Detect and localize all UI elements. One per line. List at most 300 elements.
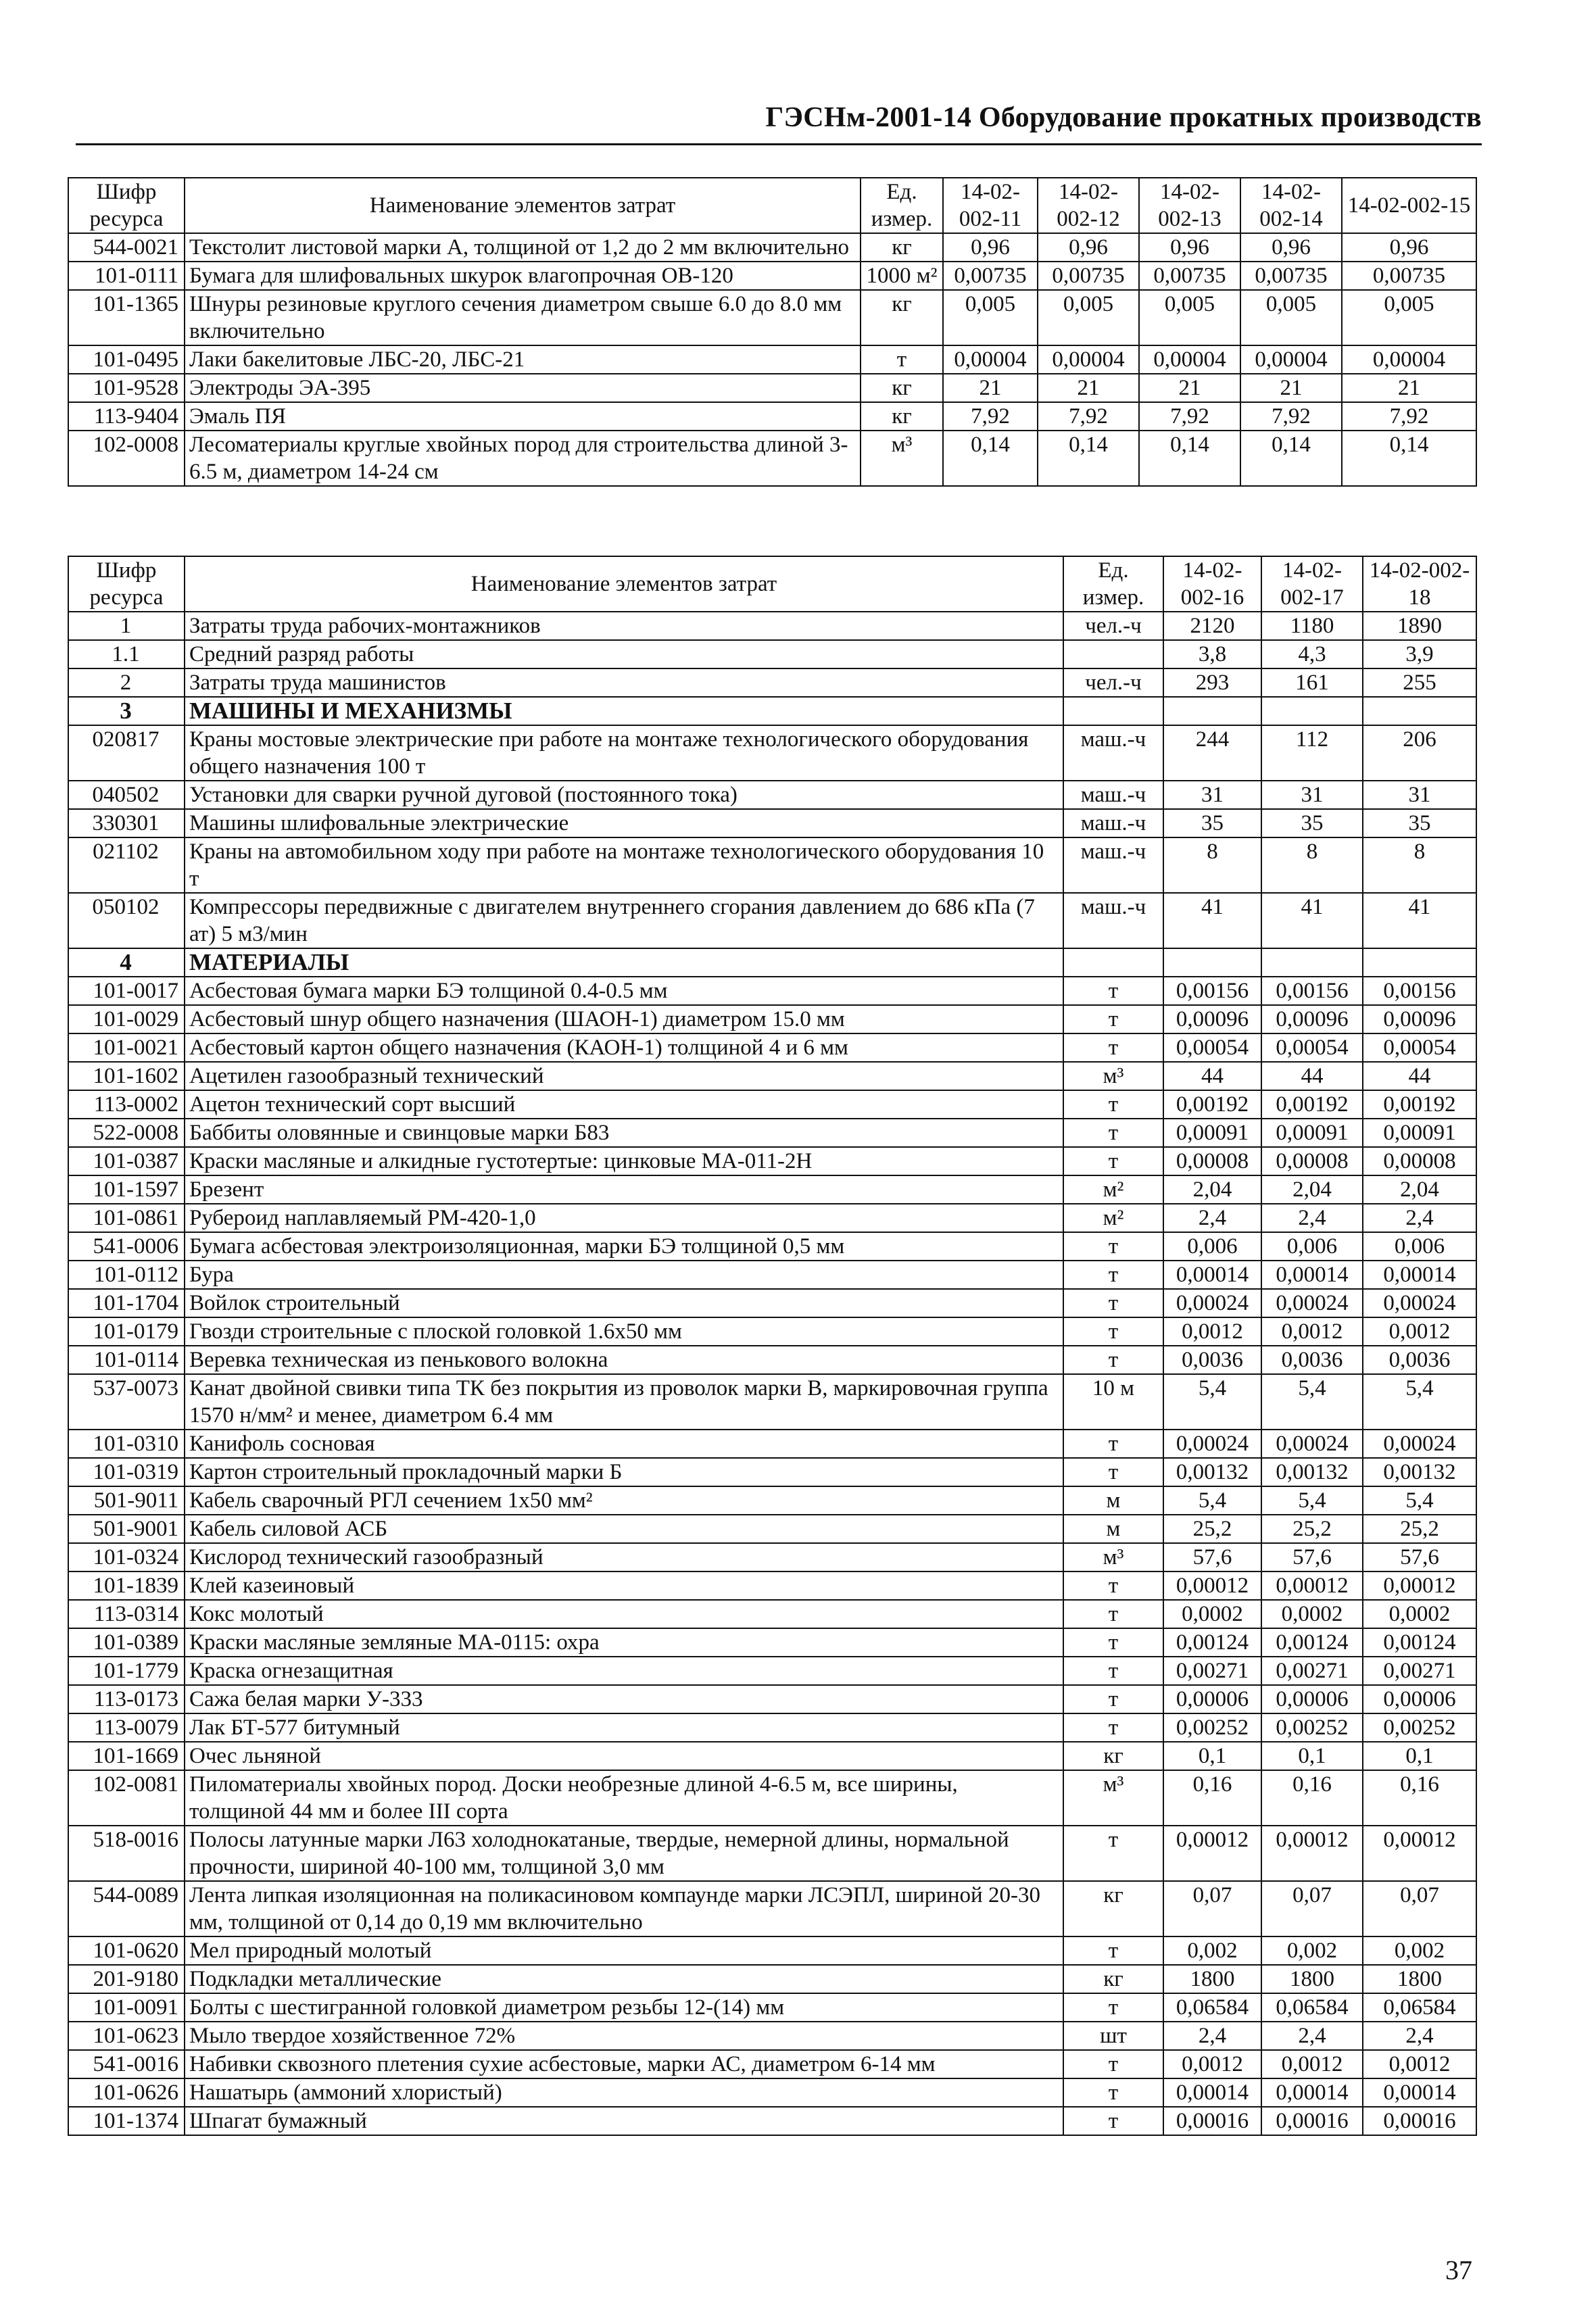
- norm-value: 41: [1261, 893, 1363, 948]
- norm-value: 35: [1163, 809, 1261, 837]
- norm-value: 0,00091: [1363, 1119, 1476, 1147]
- resource-name: Клей казеиновый: [185, 1571, 1063, 1600]
- resource-unit: кг: [1063, 1881, 1163, 1936]
- norm-value: 1800: [1163, 1965, 1261, 1993]
- resource-unit: т: [1063, 1936, 1163, 1965]
- norm-value: 0,00024: [1163, 1430, 1261, 1458]
- table-row: [68, 1232, 1476, 1261]
- resource-table-2: [68, 556, 1477, 2136]
- norm-value: 0,00016: [1261, 2107, 1363, 2135]
- norm-value: 1800: [1261, 1965, 1363, 1993]
- table-row: [68, 2022, 1476, 2050]
- norm-value: 0,00004: [1038, 345, 1139, 374]
- resource-name: Лак БТ-577 битумный: [185, 1713, 1063, 1742]
- norm-value: 0,00252: [1163, 1713, 1261, 1742]
- norm-value: 0,00012: [1163, 1571, 1261, 1600]
- norm-value: 293: [1163, 668, 1261, 697]
- resource-name: Кокс молотый: [185, 1600, 1063, 1628]
- resource-unit: т: [1063, 977, 1163, 1005]
- empty-cell: [1063, 697, 1163, 725]
- norm-value: 0,0036: [1363, 1346, 1476, 1374]
- table-row: [68, 233, 1476, 262]
- header-col: 14-02-002-16: [1163, 556, 1261, 612]
- norm-value: 41: [1363, 893, 1476, 948]
- table-row: [68, 781, 1476, 809]
- norm-value: 8: [1163, 837, 1261, 893]
- table-row: [68, 345, 1476, 374]
- norm-value: 0,0012: [1363, 2050, 1476, 2078]
- resource-code: 101-1365: [68, 290, 185, 345]
- table-row: [68, 612, 1476, 640]
- norm-value: 0,1: [1261, 1742, 1363, 1770]
- resource-unit: кг: [861, 290, 943, 345]
- norm-value: 0,00192: [1261, 1090, 1363, 1119]
- norm-value: 0,006: [1163, 1232, 1261, 1261]
- resource-name: Электроды ЭА-395: [185, 374, 861, 402]
- table-row: [68, 1685, 1476, 1713]
- norm-value: 0,00091: [1261, 1119, 1363, 1147]
- resource-code: 050102: [68, 893, 185, 948]
- resource-unit: т: [1063, 1289, 1163, 1317]
- norm-value: 21: [1342, 374, 1476, 402]
- resource-code: 101-0389: [68, 1628, 185, 1657]
- norm-value: 8: [1363, 837, 1476, 893]
- norm-value: 0,00124: [1261, 1628, 1363, 1657]
- resource-unit: т: [1063, 1458, 1163, 1486]
- norm-value: 0,0012: [1163, 2050, 1261, 2078]
- norm-value: 25,2: [1363, 1515, 1476, 1543]
- norm-value: 0,00004: [1240, 345, 1342, 374]
- resource-code: 101-0861: [68, 1204, 185, 1232]
- norm-value: 31: [1261, 781, 1363, 809]
- empty-cell: [1163, 697, 1261, 725]
- norm-value: 0,006: [1363, 1232, 1476, 1261]
- norm-value: 2,04: [1163, 1175, 1261, 1204]
- resource-name: Сажа белая марки У-333: [185, 1685, 1063, 1713]
- norm-value: 0,0012: [1261, 1317, 1363, 1346]
- document-title: ГЭСНм-2001-14 Оборудование прокатных производств: [765, 102, 1482, 133]
- section-code: 3: [68, 697, 185, 725]
- norm-value: 0,00735: [1240, 262, 1342, 290]
- table-row: [68, 1515, 1476, 1543]
- section-title: МАТЕРИАЛЫ: [185, 948, 1063, 977]
- resource-unit: т: [1063, 1826, 1163, 1881]
- table-row: [68, 977, 1476, 1005]
- resource-unit: 10 м: [1063, 1374, 1163, 1430]
- norm-value: 4,3: [1261, 640, 1363, 668]
- resource-unit: [1063, 640, 1163, 668]
- resource-unit: кг: [861, 402, 943, 431]
- norm-value: 0,16: [1363, 1770, 1476, 1826]
- table-row: [68, 1090, 1476, 1119]
- header-unit: Ед. измер.: [861, 178, 943, 233]
- resource-code: 101-0324: [68, 1543, 185, 1571]
- norm-value: 0,002: [1261, 1936, 1363, 1965]
- resource-name: Компрессоры передвижные с двигателем внутреннего сгорания давлением до 686 кПа (7 ат) 5 м3/мин: [185, 893, 1063, 948]
- table-row: [68, 1289, 1476, 1317]
- norm-value: 7,92: [943, 402, 1038, 431]
- norm-value: 3,9: [1363, 640, 1476, 668]
- table-row: [68, 1770, 1476, 1826]
- resource-code: 101-0387: [68, 1147, 185, 1175]
- norm-value: 0,00271: [1163, 1657, 1261, 1685]
- norm-value: 0,00096: [1363, 1005, 1476, 1033]
- norm-value: 0,0036: [1261, 1346, 1363, 1374]
- norm-value: 7,92: [1139, 402, 1240, 431]
- norm-value: 25,2: [1261, 1515, 1363, 1543]
- resource-code: 101-0112: [68, 1261, 185, 1289]
- resource-code: 101-1839: [68, 1571, 185, 1600]
- norm-value: 206: [1363, 725, 1476, 781]
- resource-name: Мел природный молотый: [185, 1936, 1063, 1965]
- table-row: [68, 290, 1476, 345]
- resource-code: 201-9180: [68, 1965, 185, 1993]
- norm-value: 5,4: [1163, 1374, 1261, 1430]
- resource-unit: кг: [861, 233, 943, 262]
- resource-unit: м: [1063, 1486, 1163, 1515]
- norm-value: 0,005: [1139, 290, 1240, 345]
- table-row: [68, 374, 1476, 402]
- norm-value: 0,16: [1163, 1770, 1261, 1826]
- resource-code: 113-0314: [68, 1600, 185, 1628]
- resource-unit: м²: [1063, 1175, 1163, 1204]
- norm-value: 0,1: [1363, 1742, 1476, 1770]
- table-row: [68, 1742, 1476, 1770]
- norm-value: 0,00132: [1363, 1458, 1476, 1486]
- table-row: [68, 1826, 1476, 1881]
- norm-value: 57,6: [1363, 1543, 1476, 1571]
- resource-name: Краски масляные земляные МА-0115: охра: [185, 1628, 1063, 1657]
- resource-code: 101-1374: [68, 2107, 185, 2135]
- resource-code: 101-0319: [68, 1458, 185, 1486]
- norm-value: 0,00124: [1163, 1628, 1261, 1657]
- table-row: [68, 725, 1476, 781]
- resource-code: 020817: [68, 725, 185, 781]
- resource-unit: т: [1063, 1713, 1163, 1742]
- resource-unit: т: [1063, 1993, 1163, 2022]
- empty-cell: [1363, 948, 1476, 977]
- table-row: [68, 1374, 1476, 1430]
- resource-code: 541-0006: [68, 1232, 185, 1261]
- norm-value: 112: [1261, 725, 1363, 781]
- norm-value: 0,00096: [1163, 1005, 1261, 1033]
- norm-value: 2,4: [1163, 2022, 1261, 2050]
- resource-name: Асбестовый шнур общего назначения (ШАОН-1) диаметром 15.0 мм: [185, 1005, 1063, 1033]
- resource-code: 1.1: [68, 640, 185, 668]
- section-code: 4: [68, 948, 185, 977]
- resource-unit: т: [1063, 1232, 1163, 1261]
- norm-value: 35: [1363, 809, 1476, 837]
- norm-value: 57,6: [1261, 1543, 1363, 1571]
- norm-value: 0,00004: [943, 345, 1038, 374]
- norm-value: 35: [1261, 809, 1363, 837]
- norm-value: 0,00024: [1363, 1430, 1476, 1458]
- table-1-header-row: [68, 178, 1476, 233]
- norm-value: 0,0012: [1163, 1317, 1261, 1346]
- resource-code: 537-0073: [68, 1374, 185, 1430]
- norm-value: 0,00008: [1163, 1147, 1261, 1175]
- table-row: [68, 1119, 1476, 1147]
- resource-name: Средний разряд работы: [185, 640, 1063, 668]
- norm-value: 0,00014: [1363, 2078, 1476, 2107]
- resource-name: Мыло твердое хозяйственное 72%: [185, 2022, 1063, 2050]
- resource-unit: т: [1063, 1657, 1163, 1685]
- resource-name: Набивки сквозного плетения сухие асбестовые, марки АС, диаметром 6-14 мм: [185, 2050, 1063, 2078]
- norm-value: 0,00008: [1363, 1147, 1476, 1175]
- resource-code: 113-0173: [68, 1685, 185, 1713]
- table-row: [68, 1062, 1476, 1090]
- header-col: 14-02-002-17: [1261, 556, 1363, 612]
- norm-value: 0,96: [1038, 233, 1139, 262]
- norm-value: 0,00252: [1363, 1713, 1476, 1742]
- resource-unit: 1000 м²: [861, 262, 943, 290]
- empty-cell: [1261, 697, 1363, 725]
- norm-value: 0,07: [1363, 1881, 1476, 1936]
- resource-unit: т: [1063, 2107, 1163, 2135]
- table-row: [68, 402, 1476, 431]
- resource-name: Лаки бакелитовые ЛБС-20, ЛБС-21: [185, 345, 861, 374]
- table-row: [68, 1628, 1476, 1657]
- page-header: [76, 101, 1482, 145]
- resource-unit: кг: [1063, 1965, 1163, 1993]
- norm-value: 0,00271: [1261, 1657, 1363, 1685]
- norm-value: 44: [1261, 1062, 1363, 1090]
- table-row: [68, 1175, 1476, 1204]
- resource-code: 021102: [68, 837, 185, 893]
- header-code: Шифр ресурса: [68, 178, 185, 233]
- resource-code: 101-0623: [68, 2022, 185, 2050]
- table-row: [68, 1458, 1476, 1486]
- norm-value: 0,06584: [1363, 1993, 1476, 2022]
- section-row: [68, 697, 1476, 725]
- resource-code: 1: [68, 612, 185, 640]
- norm-value: 0,96: [943, 233, 1038, 262]
- norm-value: 0,00006: [1163, 1685, 1261, 1713]
- resource-code: 2: [68, 668, 185, 697]
- resource-code: 544-0021: [68, 233, 185, 262]
- resource-unit: м: [1063, 1515, 1163, 1543]
- norm-value: 0,00006: [1261, 1685, 1363, 1713]
- norm-value: 0,00054: [1363, 1033, 1476, 1062]
- resource-code: 101-1779: [68, 1657, 185, 1685]
- resource-code: 040502: [68, 781, 185, 809]
- resource-name: Пиломатериалы хвойных пород. Доски необрезные длиной 4-6.5 м, все ширины, толщиной 44 мм и более III сорта: [185, 1770, 1063, 1826]
- resource-name: Эмаль ПЯ: [185, 402, 861, 431]
- norm-value: 0,00014: [1261, 1261, 1363, 1289]
- norm-value: 0,96: [1139, 233, 1240, 262]
- norm-value: 2120: [1163, 612, 1261, 640]
- resource-name: Установки для сварки ручной дуговой (постоянного тока): [185, 781, 1063, 809]
- empty-cell: [1163, 948, 1261, 977]
- norm-value: 0,00735: [1038, 262, 1139, 290]
- norm-value: 0,00735: [943, 262, 1038, 290]
- empty-cell: [1363, 697, 1476, 725]
- resource-code: 101-0626: [68, 2078, 185, 2107]
- resource-unit: кг: [861, 374, 943, 402]
- resource-unit: т: [1063, 1033, 1163, 1062]
- resource-code: 113-9404: [68, 402, 185, 431]
- norm-value: 2,4: [1163, 1204, 1261, 1232]
- norm-value: 0,14: [1038, 431, 1139, 486]
- norm-value: 0,00091: [1163, 1119, 1261, 1147]
- norm-value: 0,005: [1240, 290, 1342, 345]
- norm-value: 21: [1139, 374, 1240, 402]
- resource-unit: чел.-ч: [1063, 668, 1163, 697]
- resource-name: Шнуры резиновые круглого сечения диаметром свыше 6.0 до 8.0 мм включительно: [185, 290, 861, 345]
- norm-value: 0,00054: [1163, 1033, 1261, 1062]
- norm-value: 0,0002: [1261, 1600, 1363, 1628]
- resource-code: 101-0111: [68, 262, 185, 290]
- norm-value: 0,07: [1163, 1881, 1261, 1936]
- header-col: 14-02-002-15: [1342, 178, 1476, 233]
- resource-code: 544-0089: [68, 1881, 185, 1936]
- norm-value: 0,00735: [1342, 262, 1476, 290]
- norm-value: 161: [1261, 668, 1363, 697]
- norm-value: 8: [1261, 837, 1363, 893]
- resource-name: Болты с шестигранной головкой диаметром резьбы 12-(14) мм: [185, 1993, 1063, 2022]
- norm-value: 7,92: [1038, 402, 1139, 431]
- norm-value: 0,00024: [1363, 1289, 1476, 1317]
- table-row: [68, 1543, 1476, 1571]
- table-row: [68, 1965, 1476, 1993]
- norm-value: 0,14: [1139, 431, 1240, 486]
- norm-value: 2,4: [1261, 1204, 1363, 1232]
- resource-unit: маш.-ч: [1063, 781, 1163, 809]
- norm-value: 5,4: [1261, 1374, 1363, 1430]
- header-unit: Ед. измер.: [1063, 556, 1163, 612]
- norm-value: 0,00192: [1163, 1090, 1261, 1119]
- resource-code: 541-0016: [68, 2050, 185, 2078]
- norm-value: 0,00024: [1261, 1430, 1363, 1458]
- header-col: 14-02-002-11: [943, 178, 1038, 233]
- table-row: [68, 1033, 1476, 1062]
- table-row: [68, 2050, 1476, 2078]
- table-row: [68, 1600, 1476, 1628]
- resource-unit: м³: [1063, 1062, 1163, 1090]
- resource-name: Краска огнезащитная: [185, 1657, 1063, 1685]
- table-row: [68, 809, 1476, 837]
- resource-name: Асбестовый картон общего назначения (КАОН-1) толщиной 4 и 6 мм: [185, 1033, 1063, 1062]
- norm-value: 5,4: [1363, 1374, 1476, 1430]
- resource-name: Бумага для шлифовальных шкурок влагопрочная ОВ-120: [185, 262, 861, 290]
- resource-name: Брезент: [185, 1175, 1063, 1204]
- norm-value: 0,00735: [1139, 262, 1240, 290]
- resource-code: 101-0495: [68, 345, 185, 374]
- resource-name: Краски масляные и алкидные густотертые: цинковые МА-011-2Н: [185, 1147, 1063, 1175]
- table-row: [68, 1430, 1476, 1458]
- norm-value: 0,00271: [1363, 1657, 1476, 1685]
- resource-unit: т: [1063, 1261, 1163, 1289]
- table-row: [68, 1346, 1476, 1374]
- norm-value: 0,006: [1261, 1232, 1363, 1261]
- resource-name: Картон строительный прокладочный марки Б: [185, 1458, 1063, 1486]
- resource-code: 522-0008: [68, 1119, 185, 1147]
- resource-unit: чел.-ч: [1063, 612, 1163, 640]
- norm-value: 0,00016: [1163, 2107, 1261, 2135]
- resource-unit: маш.-ч: [1063, 809, 1163, 837]
- table-row: [68, 1993, 1476, 2022]
- norm-value: 0,00132: [1163, 1458, 1261, 1486]
- resource-name: Нашатырь (аммоний хлористый): [185, 2078, 1063, 2107]
- norm-value: 0,07: [1261, 1881, 1363, 1936]
- resource-name: Текстолит листовой марки А, толщиной от 1,2 до 2 мм включительно: [185, 233, 861, 262]
- norm-value: 0,00024: [1163, 1289, 1261, 1317]
- header-code: Шифр ресурса: [68, 556, 185, 612]
- norm-value: 0,0012: [1363, 1317, 1476, 1346]
- norm-value: 0,0036: [1163, 1346, 1261, 1374]
- norm-value: 31: [1363, 781, 1476, 809]
- table-1-body: [68, 233, 1476, 486]
- header-col: 14-02-002-13: [1139, 178, 1240, 233]
- resource-unit: т: [1063, 1430, 1163, 1458]
- resource-name: Войлок строительный: [185, 1289, 1063, 1317]
- norm-value: 5,4: [1261, 1486, 1363, 1515]
- norm-value: 2,04: [1363, 1175, 1476, 1204]
- norm-value: 0,1: [1163, 1742, 1261, 1770]
- norm-value: 0,00156: [1163, 977, 1261, 1005]
- norm-value: 7,92: [1240, 402, 1342, 431]
- norm-value: 0,0002: [1363, 1600, 1476, 1628]
- resource-name: Рубероид наплавляемый РМ-420-1,0: [185, 1204, 1063, 1232]
- resource-code: 101-0029: [68, 1005, 185, 1033]
- resource-unit: т: [1063, 1628, 1163, 1657]
- section-title: МАШИНЫ И МЕХАНИЗМЫ: [185, 697, 1063, 725]
- resource-name: Асбестовая бумага марки БЭ толщиной 0.4-0.5 мм: [185, 977, 1063, 1005]
- resource-code: 113-0079: [68, 1713, 185, 1742]
- resource-name: Шпагат бумажный: [185, 2107, 1063, 2135]
- resource-code: 102-0081: [68, 1770, 185, 1826]
- table-row: [68, 431, 1476, 486]
- page-number: 37: [1445, 2255, 1472, 2285]
- resource-unit: т: [1063, 1317, 1163, 1346]
- norm-value: 0,00006: [1363, 1685, 1476, 1713]
- header-col: 14-02-002-12: [1038, 178, 1139, 233]
- table-row: [68, 1936, 1476, 1965]
- resource-name: Кабель силовой АСБ: [185, 1515, 1063, 1543]
- norm-value: 1800: [1363, 1965, 1476, 1993]
- resource-unit: т: [1063, 1147, 1163, 1175]
- resource-unit: маш.-ч: [1063, 725, 1163, 781]
- norm-value: 0,00096: [1261, 1005, 1363, 1033]
- norm-value: 0,06584: [1261, 1993, 1363, 2022]
- norm-value: 0,005: [1038, 290, 1139, 345]
- norm-value: 0,00008: [1261, 1147, 1363, 1175]
- norm-value: 21: [943, 374, 1038, 402]
- norm-value: 1180: [1261, 612, 1363, 640]
- norm-value: 21: [1240, 374, 1342, 402]
- norm-value: 44: [1363, 1062, 1476, 1090]
- resource-name: Канифоль сосновая: [185, 1430, 1063, 1458]
- resource-name: Гвозди строительные с плоской головкой 1.6х50 мм: [185, 1317, 1063, 1346]
- resource-name: Кабель сварочный РГЛ сечением 1х50 мм²: [185, 1486, 1063, 1515]
- table-row: [68, 1881, 1476, 1936]
- norm-value: 0,00012: [1163, 1826, 1261, 1881]
- resource-name: Лента липкая изоляционная на поликасиновом компаунде марки ЛСЭПЛ, шириной 20-30 мм, толщиной от 0,14 до 0,19 мм включительно: [185, 1881, 1063, 1936]
- resource-unit: т: [1063, 1119, 1163, 1147]
- resource-code: 101-0114: [68, 1346, 185, 1374]
- resource-name: Подкладки металлические: [185, 1965, 1063, 1993]
- header-col: 14-02-002-14: [1240, 178, 1342, 233]
- norm-value: 0,00004: [1342, 345, 1476, 374]
- norm-value: 255: [1363, 668, 1476, 697]
- resource-unit: т: [1063, 1600, 1163, 1628]
- resource-unit: кг: [1063, 1742, 1163, 1770]
- resource-name: Краны мостовые электрические при работе на монтаже технологического оборудования общего назначения 100 т: [185, 725, 1063, 781]
- norm-value: 7,92: [1342, 402, 1476, 431]
- resource-unit: т: [1063, 1346, 1163, 1374]
- resource-name: Полосы латунные марки Л63 холоднокатаные, твердые, немерной длины, нормальной прочности, шириной 40-100 мм, толщиной 3,0 мм: [185, 1826, 1063, 1881]
- norm-value: 2,4: [1363, 2022, 1476, 2050]
